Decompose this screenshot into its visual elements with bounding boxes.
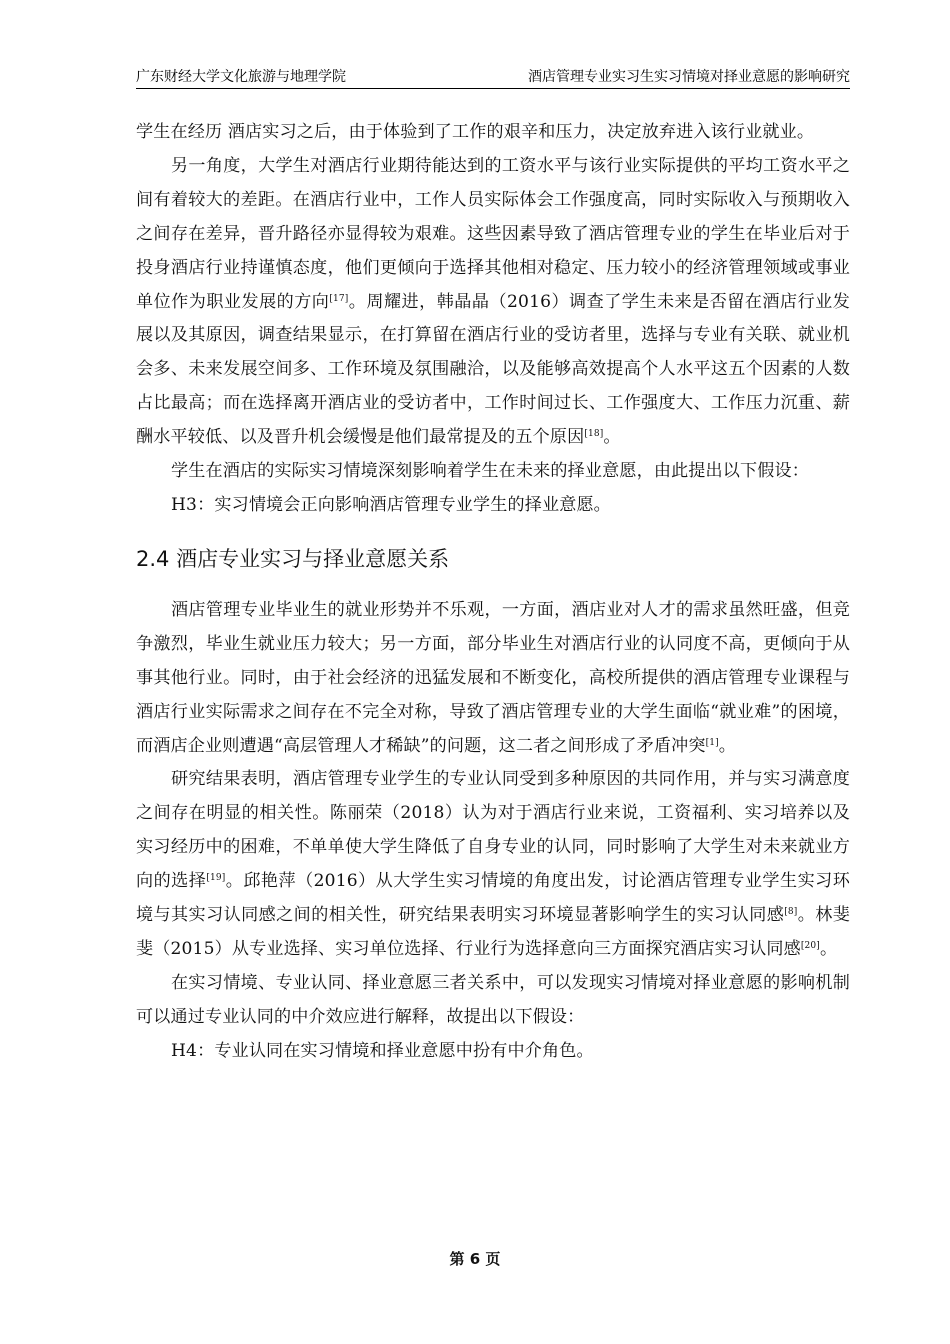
hypothesis-h4: H4：专业认同在实习情境和择业意愿中扮有中介角色。	[171, 1040, 594, 1061]
paragraph-5-text-a: 酒店管理专业毕业生的就业形势并不乐观，一方面，酒店业对人才的需求虽然旺盛，但竞争激烈，毕业生就业压力较大；另一方面，部分毕业生对酒店行业的认同度不高，更倾向于从事其他行业。同时，由于社会经济的迅猛发展和不断变化，高校所提供的酒店管理专业课程与酒店行业实际需求之间存在不完全对称，导致了酒店管理专业的大学生面临“就业难”的困境，而酒店企业则遭遇“高层管理人才稀缺”的问题，这二者之间形成了矛盾冲突	[136, 599, 850, 756]
paragraph-5-text-b: 。	[718, 735, 737, 756]
page-body	[136, 116, 850, 1069]
section-heading: 2.4 酒店专业实习与择业意愿关系	[136, 546, 450, 571]
paragraph-2-text-b: 。周耀进，韩晶晶（2016）调查了学生未来是否留在酒店行业发展以及其原因，调查结果显示，在打算留在酒店行业的受访者里，选择与专业有关联、就业机会多、未来发展空间多、工作环境及氛围融洽，以及能够高效提高个人水平这五个因素的人数占比最高；而在选择离开酒店业的受访者中，工作时间过长、工作强度大、工作压力沉重、薪酬水平较低、以及晋升机会缓慢是他们最常提及的五个原因	[136, 291, 850, 448]
paragraph-6-text-c: 。林斐斐（2015）从专业选择、实习单位选择、行业行为选择意向三方面探究酒店实习认同感	[136, 905, 850, 959]
paragraph-6-text-b: 。邱艳萍（2016）从大学生实习情境的角度出发，讨论酒店管理专业学生实习环境与其实习认同感之间的相关性，研究结果表明实习环境显著影响学生的实习认同感	[136, 871, 850, 926]
header-thesis-title: 酒店管理专业实习生实习情境对择业意愿的影响研究	[528, 69, 850, 85]
paragraph-1: 学生在经历 酒店实习之后，由于体验到了工作的艰辛和压力，决定放弃进入该行业就业。	[136, 122, 815, 142]
citation-20: [20]	[800, 940, 820, 951]
paragraph-7: 在实习情境、专业认同、择业意愿三者关系中，可以发现实习情境对择业意愿的影响机制可以通过专业认同的中介效应进行解释，故提出以下假设：	[136, 972, 850, 1027]
citation-19: [19]	[206, 873, 226, 884]
citation-18: [18]	[584, 429, 604, 440]
page-header	[136, 62, 850, 89]
citation-1: [1]	[705, 737, 719, 748]
citation-8: [8]	[784, 907, 798, 918]
paragraph-6-text-a: 研究结果表明，酒店管理专业学生的专业认同受到多种原因的共同作用，并与实习满意度之间存在明显的相关性。陈丽荣（2018）认为对于酒店行业来说，工资福利、实习培养以及实习经历中的困难，不单单使大学生降低了自身专业的认同，同时影响了大学生对未来就业方向的选择	[136, 769, 850, 892]
paragraph-6-text-d: 。	[819, 938, 838, 959]
citation-17: [17]	[329, 293, 349, 304]
paragraph-2-text-a: 另一角度，大学生对酒店行业期待能达到的工资水平与该行业实际提供的平均工资水平之间有着较大的差距。在酒店行业中，工作人员实际体会工作强度高，同时实际收入与预期收入之间存在差异，晋升路径亦显得较为艰难。这些因素导致了酒店管理专业的学生在毕业后对于投身酒店行业持谨慎态度，他们更倾向于选择其他相对稳定、压力较小的经济管理领域或事业单位作为职业发展的方向	[136, 155, 850, 312]
paragraph-2-text-c: 。	[603, 427, 621, 448]
page-number: 第 6 页	[449, 1250, 501, 1268]
paragraph-5	[136, 594, 850, 764]
paragraph-2	[136, 150, 850, 455]
header-institution: 广东财经大学文化旅游与地理学院	[136, 69, 346, 85]
paragraph-6	[136, 763, 850, 966]
paragraph-3: 学生在酒店的实际实习情境深刻影响着学生在未来的择业意愿，由此提出以下假设：	[171, 461, 810, 482]
hypothesis-h3: H3：实习情境会正向影响酒店管理专业学生的择业意愿。	[171, 494, 611, 515]
